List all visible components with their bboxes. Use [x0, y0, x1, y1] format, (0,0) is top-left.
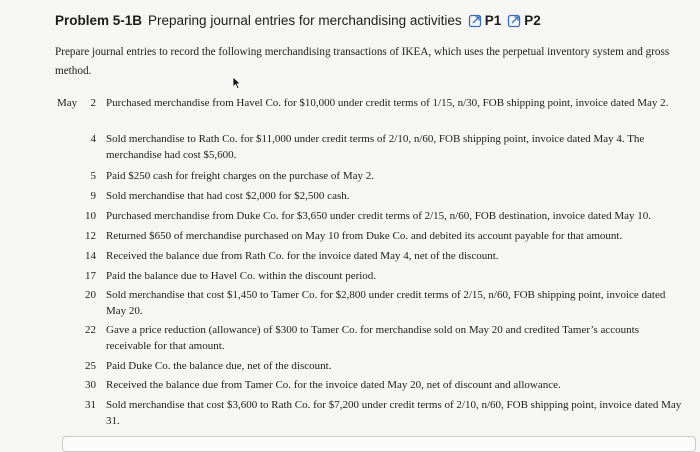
transaction-text: Returned $650 of merchandise purchased on May 10 from Duke Co. and debited its account payable for that amount.	[106, 230, 623, 242]
objective-link-icon	[468, 14, 483, 28]
problem-heading	[55, 13, 541, 28]
transaction-day: 4	[90, 133, 96, 145]
transaction-day: 17	[85, 270, 96, 282]
transaction-text: Received the balance due from Tamer Co. for the invoice dated May 20, net of discount and allowance.	[106, 379, 561, 391]
transaction-day: 5	[90, 170, 96, 182]
transaction-text: Paid $250 cash for freight charges on the purchase of May 2.	[106, 170, 374, 182]
instructions: Prepare journal entries to record the following merchandising transactions of IKEA, which uses the perpetual inventory system and gross method.	[55, 46, 670, 77]
transaction-text: Sold merchandise that had cost $2,000 for $2,500 cash.	[106, 190, 350, 202]
transaction-day: 2	[90, 97, 96, 109]
transaction-text: Sold merchandise that cost $1,450 to Tamer Co. for $2,800 under credit terms of 2/15, n/60, FOB shipping point, invoice dated May 20.	[106, 289, 666, 317]
objective-label: P1	[484, 13, 502, 28]
month-label: May	[57, 97, 78, 109]
objective-link-p1[interactable]	[468, 13, 502, 28]
transaction-text: Received the balance due from Rath Co. for the invoice dated May 4, net of the discount.	[106, 250, 499, 262]
problem-title: Preparing journal entries for merchandising activities	[148, 13, 462, 28]
transaction-text: Purchased merchandise from Duke Co. for $3,650 under credit terms of 2/15, n/60, FOB destination, invoice dated May 10.	[106, 210, 651, 222]
transaction-text: Purchased merchandise from Havel Co. for $10,000 under credit terms of 1/15, n/30, FOB shipping point, invoice dated May 2.	[106, 97, 669, 109]
transaction-day: 25	[85, 360, 96, 372]
answer-panel[interactable]	[62, 436, 696, 452]
transaction-day: 20	[85, 289, 96, 301]
transaction-day: 30	[85, 379, 96, 391]
transaction-day: 31	[85, 399, 96, 411]
problem-number: Problem 5-1B	[55, 13, 143, 28]
objective-link-p2[interactable]	[507, 13, 541, 28]
transaction-text: Paid the balance due to Havel Co. within the discount period.	[106, 270, 377, 282]
objective-label: P2	[524, 13, 541, 28]
objective-link-icon	[507, 14, 522, 28]
transaction-day: 14	[85, 250, 96, 262]
mouse-pointer-icon	[232, 76, 242, 90]
transaction-text: Sold merchandise that cost $3,600 to Rath Co. for $7,200 under credit terms of 2/10, n/60, FOB shipping point, invoice dated May 31.	[106, 399, 682, 427]
transaction-day: 10	[85, 210, 96, 222]
transaction-text: Paid Duke Co. the balance due, net of the discount.	[106, 360, 332, 372]
transaction-day: 22	[85, 324, 96, 336]
transaction-text: Gave a price reduction (allowance) of $300 to Tamer Co. for merchandise sold on May 20 and credited Tamer’s accounts receivable for that amount.	[106, 324, 640, 352]
transaction-day: 9	[90, 190, 96, 202]
transaction-day: 12	[85, 230, 96, 242]
transaction-text: Sold merchandise to Rath Co. for $11,000 under credit terms of 2/10, n/60, FOB shipping point, invoice dated May 4. The merchandise had cost $5,600.	[106, 133, 645, 161]
